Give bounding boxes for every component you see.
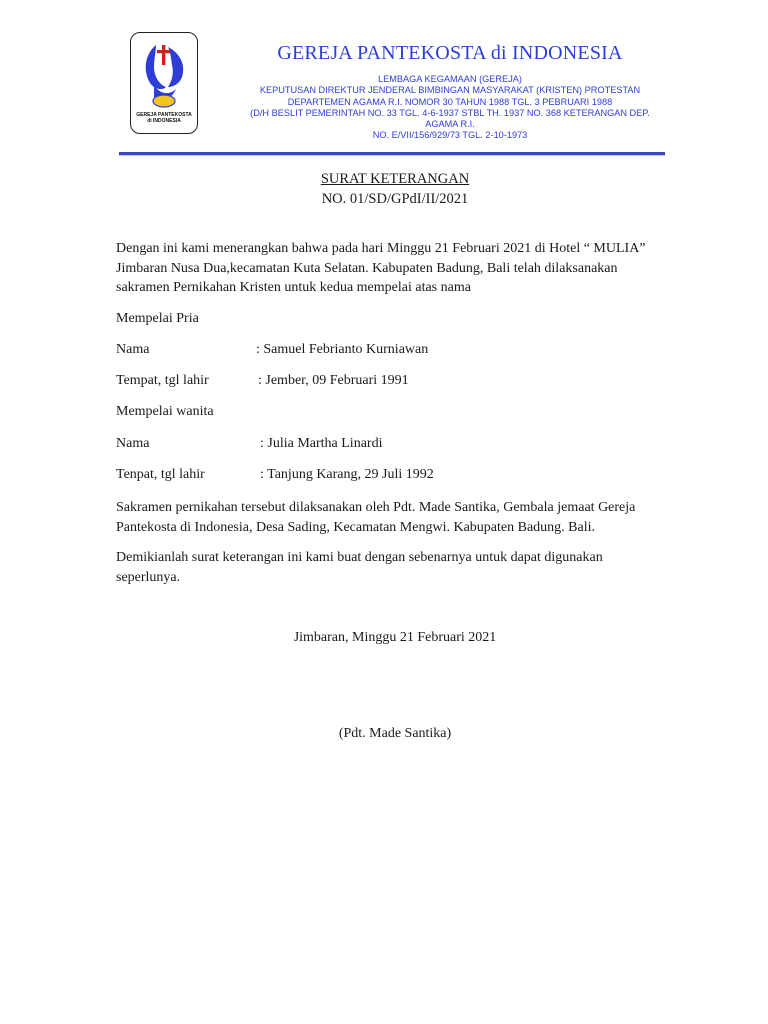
groom-heading: Mempelai Pria [116, 311, 199, 326]
letter-number: NO. 01/SD/GPdI/II/2021 [321, 191, 469, 207]
groom-name-label: Nama [116, 342, 150, 357]
letterhead-divider [119, 152, 665, 155]
place-and-date: Jimbaran, Minggu 21 Februari 2021 [293, 630, 497, 645]
groom-birth-value: : Jember, 09 Februari 1991 [258, 373, 409, 388]
letterhead-line: AGAMA R.I. [425, 119, 475, 130]
letterhead-line: DEPARTEMEN AGAMA R.I. NOMOR 30 TAHUN 1988 TGL. 3 PEBRUARI 1988 [287, 96, 613, 107]
letterhead-line: NO. E/VII/156/929/73 TGL. 2-10-1973 [372, 130, 528, 141]
church-name: GEREJA PANTEKOSTA di INDONESIA [277, 42, 623, 64]
groom-name-value: : Samuel Febrianto Kurniawan [256, 342, 429, 357]
letterhead-line: (D/H BESLIT PEMERINTAH NO. 33 TGL. 4-6-1937 STBL TH. 1937 NO. 368 KETERANGAN DEP. [250, 107, 650, 118]
bride-birth-value: : Tanjung Karang, 29 Juli 1992 [260, 467, 434, 482]
officiant-paragraph: Sakramen pernikahan tersebut dilaksanakan oleh Pdt. Made Santika, Gembala jemaat Gereja Pantekosta di Indonesia, Desa Sading, Kecamatan Mengwi. Kabupaten Badung. Bali. [116, 500, 636, 535]
letterhead-line: KEPUTUSAN DIREKTUR JENDERAL BIMBINGAN MASYARAKAT (KRISTEN) PROTESTAN [259, 85, 641, 96]
signer-name: (Pdt. Made Santika) [338, 726, 452, 741]
church-logo [130, 32, 198, 134]
letterhead-line: LEMBAGA KEGAMAAN (GEREJA) [378, 74, 522, 84]
logo-caption [131, 112, 197, 124]
logo-caption-line2: di INDONESIA [147, 118, 181, 124]
dove-emblem-icon [136, 39, 192, 111]
intro-paragraph: Dengan ini kami menerangkan bahwa pada hari Minggu 21 Februari 2021 di Hotel “ MULIA” Jimbaran Nusa Dua,kecamatan Kuta Selatan. Kabupaten Badung, Bali telah dilaksanakan sakramen Pernikahan Kristen untuk kedua mempelai atas nama [116, 241, 646, 295]
letter-title: SURAT KETERANGAN [320, 171, 470, 187]
groom-birth-label: Tempat, tgl lahir [116, 373, 209, 388]
closing-paragraph: Demikianlah surat keterangan ini kami buat dengan sebenarnya untuk dapat digunakan seperlunya. [116, 550, 603, 585]
bride-name-value: : Julia Martha Linardi [260, 436, 383, 451]
bride-birth-label: Tenpat, tgl lahir [116, 467, 205, 482]
bride-name-label: Nama [116, 436, 150, 451]
bride-heading: Mempelai wanita [116, 404, 214, 419]
logo-caption-line1: GEREJA PANTEKOSTA [136, 112, 192, 118]
letterhead-legal-lines [230, 74, 670, 142]
